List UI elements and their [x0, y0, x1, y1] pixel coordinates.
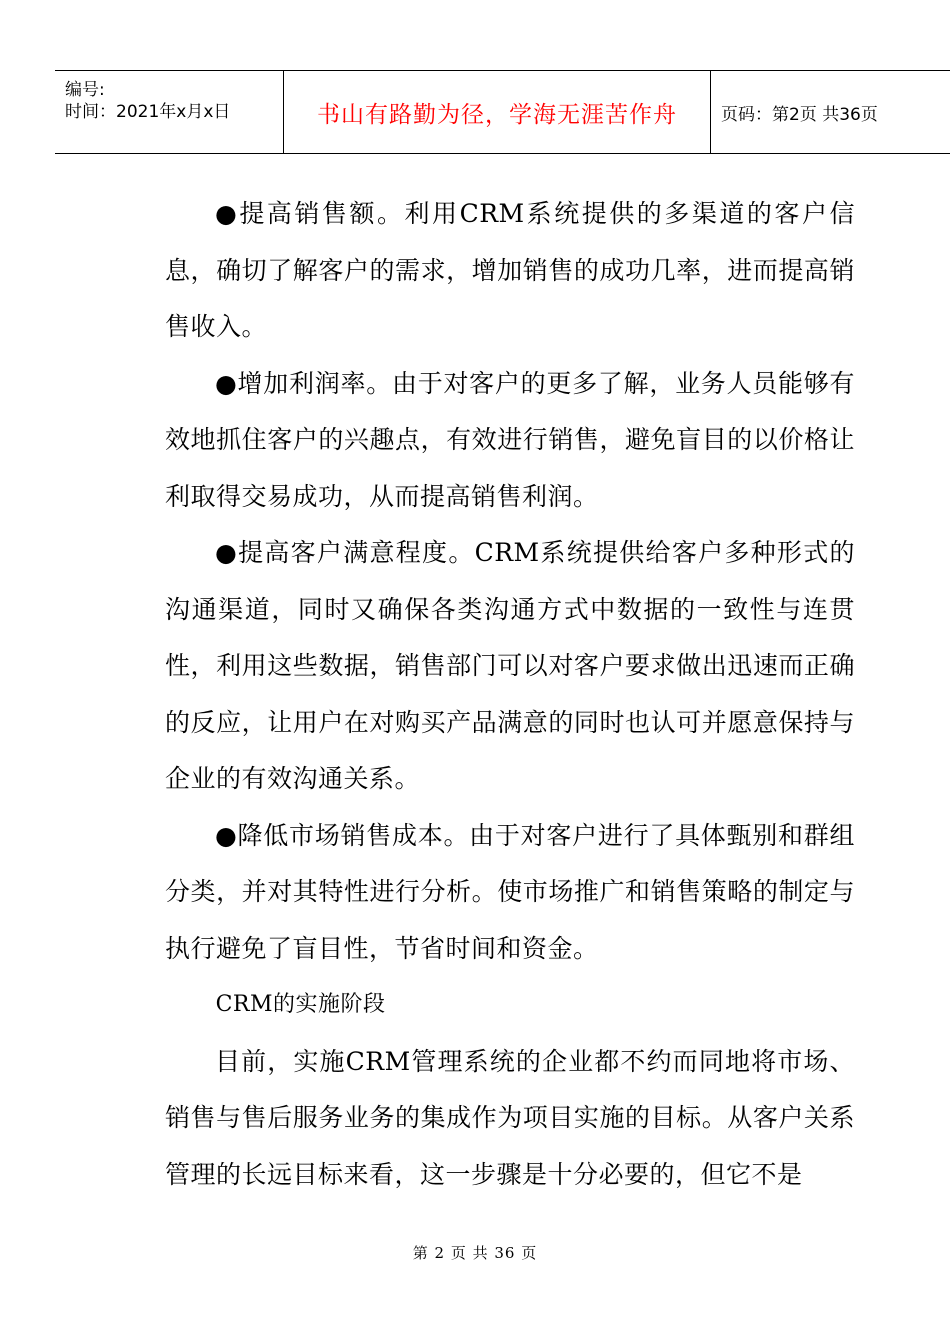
- section-heading: CRM的实施阶段: [215, 992, 386, 1017]
- header-page-number: 页码：第2页 共36页: [721, 104, 878, 125]
- header-motto: 书山有路勤为径，学海无涯苦作舟: [283, 71, 711, 153]
- bullet-paragraph-satisfaction: ●提高客户满意程度。CRM系统提供给客户多种形式的沟通渠道，同时又确保各类沟通方式中数据的一致性与连贯性，利用这些数据，销售部门可以对客户要求做出迅速而正确的反应，让用户在对购买产品满意的同时也认可并愿意保持与企业的有效沟通关系。: [165, 538, 855, 793]
- document-number-label: 编号:: [65, 80, 105, 100]
- document-date: 时间：2021年x月x日: [65, 102, 231, 122]
- bullet-paragraph-cost: ●降低市场销售成本。由于对客户进行了具体甄别和群组分类，并对其特性进行分析。使市场推广和销售策略的制定与执行避免了盲目性，节省时间和资金。: [165, 820, 855, 963]
- document-body: [165, 186, 855, 1203]
- bullet-paragraph-profit: ●增加利润率。由于对客户的更多了解，业务人员能够有效地抓住客户的兴趣点，有效进行销售，避免盲目的以价格让利取得交易成功，从而提高销售利润。: [165, 368, 855, 511]
- bullet-paragraph-sales: ●提高销售额。利用CRM系统提供的多渠道的客户信息，确切了解客户的需求，增加销售的成功几率，进而提高销售收入。: [165, 199, 855, 341]
- body-paragraph: 目前，实施CRM管理系统的企业都不约而同地将市场、销售与售后服务业务的集成作为项目实施的目标。从客户关系管理的长远目标来看，这一步骤是十分必要的，但它不是: [165, 1046, 855, 1189]
- page-footer: 第 2 页 共 36 页: [412, 1244, 538, 1262]
- page-header: [55, 70, 950, 154]
- header-meta: [65, 79, 230, 123]
